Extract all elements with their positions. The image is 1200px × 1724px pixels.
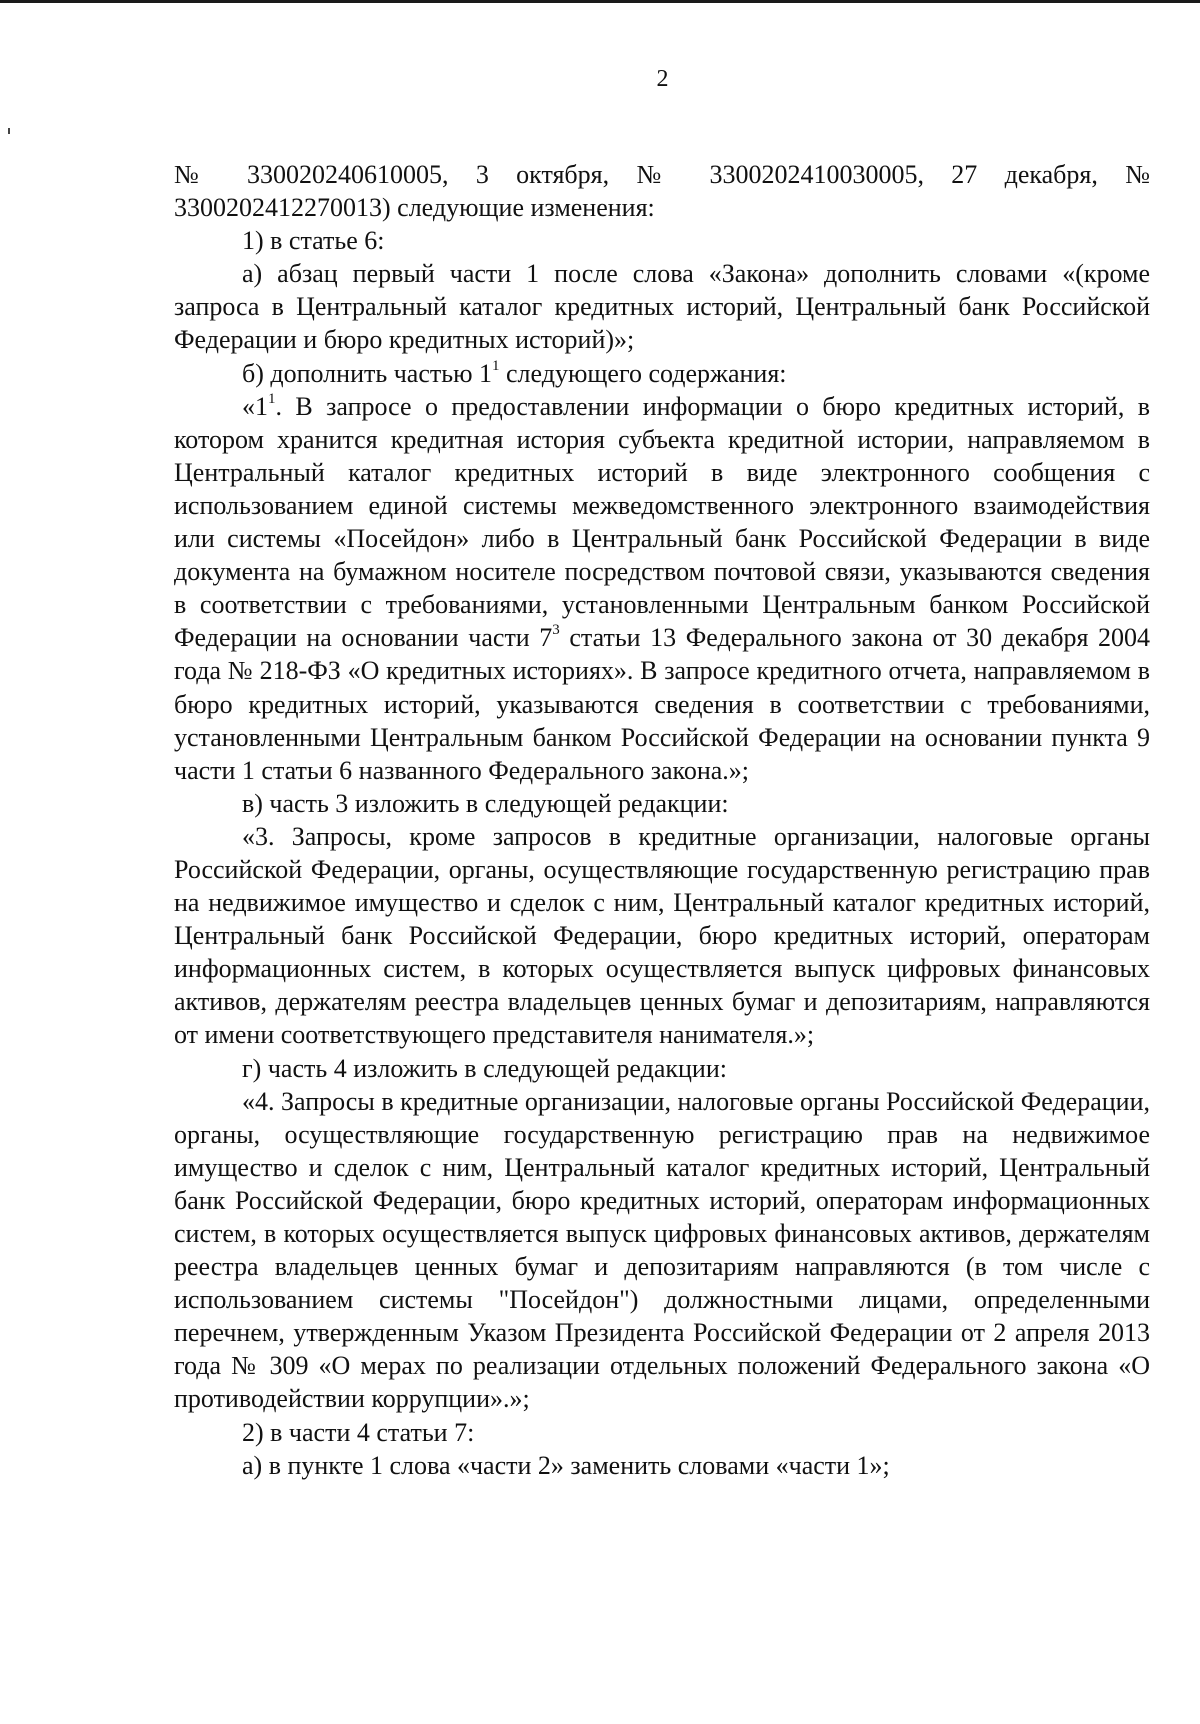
paragraph-article-7: 2) в части 4 статьи 7: <box>242 1417 475 1447</box>
text-run: . В запросе о предоставлении информации о бюро кредитных историй, в котором хранится кредитная история субъекта кредитной истории, направляемом в Центральный каталог кредитных историй в виде электронного сообщения с использованием единой системы межведомственного электронного взаимодействия или системы «Посейдон» либо в Центральный банк Российской Федерации в виде документа на бумажном носителе посредством почтовой связи, указываются сведения в соответствии с требованиями, установленными Центральным банком Российской Федерации на основании части 7 <box>174 391 1150 653</box>
paragraph-item-b <box>174 357 1150 390</box>
page-number: 2 <box>656 66 669 92</box>
text-run: статьи 13 Федерального закона от 30 декабря 2004 года № 218-ФЗ «О кредитных историях». В запросе кредитного отчета, направляемом в бюро кредитных историй, указываются сведения в соответствии с требованиями, установленными Центральным банком Российской Федерации на основании пункта 9 части 1 статьи 6 названного Федерального закона.»; <box>174 623 1150 785</box>
paragraph-item-a-2: а) в пункте 1 слова «части 2» заменить словами «части 1»; <box>242 1450 890 1480</box>
text-run: «1 <box>242 391 268 421</box>
paragraph-part-4: «4. Запросы в кредитные организации, налоговые органы Российской Федерации, органы, осуществляющие государственную регистрацию прав на недвижимое имущество и сделок с ним, Центральный каталог кредитных историй, Центральный банк Российской Федерации, бюро кредитных историй, операторам информационных систем, в которых осуществляется выпуск цифровых финансовых активов, держателям реестра владельцев ценных бумаг и депозитариям направляются (в том числе с использованием системы "Посейдон") должностными лицами, определенными перечнем, утвержденным Указом Президента Российской Федерации от 2 апреля 2013 года № 309 «О мерах по реализации отдельных положений Федерального закона «О противодействии коррупции».»; <box>174 1086 1150 1414</box>
superscript: 3 <box>552 622 560 639</box>
superscript: 1 <box>268 390 276 407</box>
paragraph-part-1-1 <box>174 390 1150 787</box>
paragraph-part-3: «3. Запросы, кроме запросов в кредитные организации, налоговые органы Российской Федерации, органы, осуществляющие государственную регистрацию прав на недвижимое имущество и сделок с ним, Центральный каталог кредитных историй, Центральный банк Российской Федерации, бюро кредитных историй, операторам информационных систем, в которых осуществляется выпуск цифровых финансовых активов, держателям реестра владельцев ценных бумаг и депозитариям, направляются от имени соответствующего представителя нанимателя.»; <box>174 821 1150 1050</box>
paragraph-item-v: в) часть 3 изложить в следующей редакции: <box>242 788 729 818</box>
document-body <box>174 158 1150 1482</box>
paragraph-item-a: а) абзац первый части 1 после слова «Закона» дополнить словами «(кроме запроса в Центральный каталог кредитных историй, Центральный банк Российской Федерации и бюро кредитных историй)»; <box>174 259 1150 355</box>
paragraph-item-g: г) часть 4 изложить в следующей редакции: <box>242 1053 727 1083</box>
paragraph-article-6: 1) в статье 6: <box>242 226 385 256</box>
superscript: 1 <box>492 357 500 374</box>
text-run: б) дополнить частью 1 <box>242 358 493 388</box>
paragraph-intro: № 330020240610005, 3 октября, № 3300202410030005, 27 декабря, № 3300202412270013) следующие изменения: <box>174 160 1150 223</box>
text-run: следующего содержания: <box>499 358 787 388</box>
